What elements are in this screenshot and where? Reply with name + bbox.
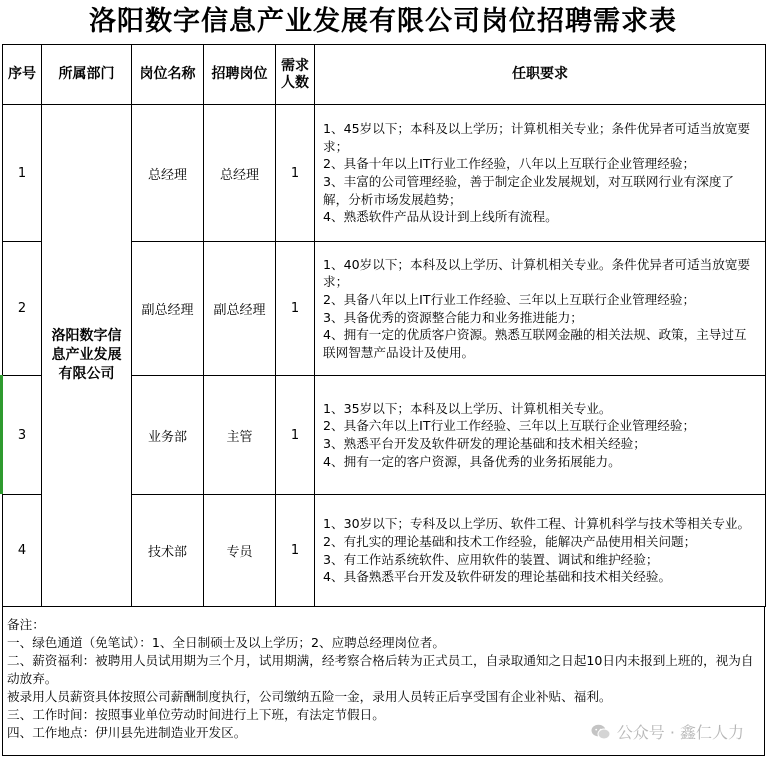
note-line: 三、工作时间：按照事业单位劳动时间进行上下班，有法定节假日。 [7,707,385,722]
header-requirements: 任职要求 [315,45,766,105]
row-position: 业务部 [132,376,204,495]
requirement-line: 1、45岁以下；本科及以上学历；计算机相关专业；条件优异者可适当放宽要求； [323,121,751,154]
note-line: 二、薪资福利：被聘用人员试用期为三个月，试用期满，经考察合格后转为正式员工，自录取通知之日起10日内未报到上班的，视为自动放弃。 [7,653,754,686]
row-post: 总经理 [204,105,276,242]
row-count: 1 [276,376,315,495]
row-no: 3 [3,376,42,495]
requirement-line: 1、35岁以下；本科及以上学历、计算机相关专业。 [323,400,612,416]
header-count: 需求人数 [276,45,315,105]
header-position: 岗位名称 [132,45,204,105]
watermark-text: 公众号 · 鑫仁人力 [616,723,744,742]
row-requirements [315,376,766,495]
row-count: 1 [276,242,315,376]
row-position: 技术部 [132,495,204,607]
requirement-line: 2、有扎实的理论基础和技术工作经验，能解决产品使用相关问题； [323,533,697,549]
requirement-line: 4、拥有一定的客户资源，具备优秀的业务拓展能力。 [323,453,621,469]
requirement-line: 3、丰富的公司管理经验，善于制定企业发展规划，对互联网行业有深度了解，分析市场发展趋势； [323,174,735,207]
requirement-line: 2、具备十年以上IT行业工作经验，八年以上互联行企业管理经验； [323,156,696,172]
row-no: 2 [3,242,42,376]
requirement-line: 2、具备八年以上IT行业工作经验、三年以上互联行企业管理经验； [323,291,696,307]
row-post: 主管 [204,376,276,495]
header-dept: 所属部门 [42,45,132,105]
department-name: 洛阳数字信息产业发展有限公司 [51,328,122,382]
note-line: 被录用人员薪资具体按照公司薪酬制度执行，公司缴纳五险一金，录用人员转正后享受国有企业补贴、福利。 [7,689,612,704]
row-position: 副总经理 [132,242,204,376]
requirement-line: 4、拥有一定的优质客户资源。熟悉互联网金融的相关法规、政策，主导过互联网智慧产品设计及使用。 [323,327,747,360]
row-requirements [315,242,766,376]
table-header-row [3,45,766,105]
green-row-marker [0,375,3,494]
row-position: 总经理 [132,105,204,242]
page-title: 洛阳数字信息产业发展有限公司岗位招聘需求表 [89,6,677,37]
row-no: 1 [3,105,42,242]
row-post: 专员 [204,495,276,607]
header-post: 招聘岗位 [204,45,276,105]
requirement-line: 3、具备优秀的资源整合能力和业务推进能力； [323,309,583,325]
recruitment-table [2,44,766,607]
watermark [591,720,744,743]
department-cell [42,105,132,607]
note-line: 一、绿色通道（免笔试）：1、全日制硕士及以上学历；2、应聘总经理岗位者。 [7,635,445,650]
header-no: 序号 [3,45,42,105]
requirement-line: 1、40岁以下；本科及以上学历、计算机相关专业。条件优异者可适当放宽要求； [323,256,751,290]
wechat-icon [591,724,611,740]
requirement-line: 3、有工作站系统软件、应用软件的装置、调试和维护经验； [323,551,659,567]
row-requirements [315,105,766,242]
requirement-line: 4、具备熟悉平台开发及软件研发的理论基础和技术相关经验。 [323,569,672,585]
requirement-line: 4、熟悉软件产品从设计到上线所有流程。 [323,209,558,225]
row-requirements [315,495,766,607]
row-count: 1 [276,495,315,607]
requirement-line: 1、30岁以下；专科及以上学历、软件工程、计算机科学与技术等相关专业。 [323,516,751,532]
table-row [3,105,766,242]
notes-heading: 备注： [7,617,45,632]
requirement-line: 3、熟悉平台开发及软件研发的理论基础和技术相关经验； [323,436,646,451]
row-count: 1 [276,105,315,242]
row-no: 4 [3,495,42,607]
row-post: 副总经理 [204,242,276,376]
requirement-line: 2、具备六年以上IT行业工作经验、三年以上互联行企业管理经验； [323,418,696,434]
note-line: 四、工作地点：伊川县先进制造业开发区。 [7,725,247,740]
